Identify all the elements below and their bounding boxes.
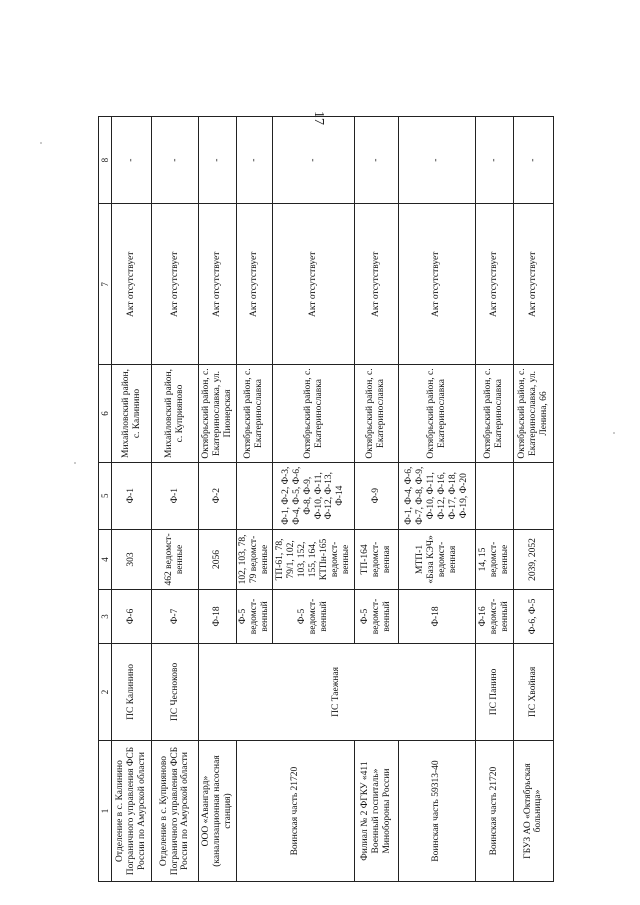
note-cell: - [513, 117, 553, 204]
consumer-cell: ГБУЗ АО «Октябрьская больница» [513, 741, 553, 882]
feeder-cell: Ф-18 [398, 590, 475, 644]
act-cell: Акт отсутствует [398, 204, 475, 365]
note-cell: - [354, 117, 398, 204]
feeder-cell: Ф-6 [112, 590, 152, 644]
header-cell-6: 6 [99, 365, 112, 462]
consumer-cell: Воинская часть 21720 [236, 741, 354, 882]
act-cell: Акт отсутствует [236, 204, 273, 365]
table-row [398, 117, 475, 882]
substation-cell: ПС Таежная [198, 643, 475, 740]
substation-cell: ПС Калинино [112, 643, 152, 740]
header-cell-2: 2 [99, 643, 112, 740]
line-cell: Ф-2 [198, 462, 236, 529]
consumer-cell: Воинская часть 59313-40 [398, 741, 475, 882]
table-row [112, 117, 152, 882]
address-cell: Октябрьский район, с. Екатеринославка, ул. Ленина, 66 [513, 365, 553, 462]
line-cell: Ф-1, Ф-2, Ф-3, Ф-4, Ф-5, Ф-6, Ф-8, Ф-9, Ф-10, Ф-11, Ф-12, Ф-13, Ф-14 [273, 462, 355, 529]
table-row [475, 117, 513, 882]
tp-cell: 14, 15 ведомст-венные [475, 529, 513, 589]
address-cell: Октябрьский район, с. Екатеринославка [273, 365, 355, 462]
tp-cell: ТП-164 ведомст-венная [354, 529, 398, 589]
address-cell: Октябрьский район, с. Екатеринославка [354, 365, 398, 462]
consumer-cell: Отделение в с. Калинино Пограничного управления ФСБ России по Амурской области [112, 741, 152, 882]
substation-cell: ПС Чесноково [152, 643, 198, 740]
table-row [236, 117, 273, 882]
header-cell-7: 7 [99, 204, 112, 365]
line-cell: Ф-1 [152, 462, 198, 529]
header-cell-1: 1 [99, 741, 112, 882]
tp-cell: 2056 [198, 529, 236, 589]
line-cell [236, 462, 273, 529]
header-cell-3: 3 [99, 590, 112, 644]
feeder-cell: Ф-5 ведомст-венный [354, 590, 398, 644]
objects-table [98, 116, 554, 882]
table-row [354, 117, 398, 882]
feeder-cell: Ф-16 ведомст-венный [475, 590, 513, 644]
tp-cell: ТП-61, 78, 79/1, 102, 103, 152, 155, 164, КТПн-165 ведомст-венные [273, 529, 355, 589]
scan-speck [40, 142, 42, 144]
tp-cell: МТП-1 «База КЭЧ» ведомст-венная [398, 529, 475, 589]
note-cell: - [475, 117, 513, 204]
act-cell: Акт отсутствует [112, 204, 152, 365]
feeder-cell: Ф-5 ведомст-венный [273, 590, 355, 644]
note-cell: - [398, 117, 475, 204]
act-cell: Акт отсутствует [354, 204, 398, 365]
table-row [198, 117, 236, 882]
address-cell: Октябрьский район, с. Екатеринославка [475, 365, 513, 462]
address-cell: Октябрьский район, с. Екатеринославка [236, 365, 273, 462]
tp-cell: 2039, 2052 [513, 529, 553, 589]
header-cell-4: 4 [99, 529, 112, 589]
note-cell: - [273, 117, 355, 204]
header-cell-5: 5 [99, 462, 112, 529]
feeder-cell: Ф-7 [152, 590, 198, 644]
act-cell: Акт отсутствует [475, 204, 513, 365]
table-row [152, 117, 198, 882]
scan-speck [613, 432, 615, 434]
feeder-cell: Ф-18 [198, 590, 236, 644]
line-cell: Ф-9 [354, 462, 398, 529]
tp-cell: 462 ведомст-венные [152, 529, 198, 589]
consumer-cell: ООО «Авангард» (канализационная насосная станция) [198, 741, 236, 882]
substation-cell: ПС Панино [475, 643, 513, 740]
table-row [513, 117, 553, 882]
feeder-cell: Ф-6, Ф-5 [513, 590, 553, 644]
substation-cell: ПС Хвойная [513, 643, 553, 740]
act-cell: Акт отсутствует [198, 204, 236, 365]
consumer-cell: Воинская часть 21720 [475, 741, 513, 882]
line-cell [475, 462, 513, 529]
note-cell: - [198, 117, 236, 204]
note-cell: - [236, 117, 273, 204]
act-cell: Акт отсутствует [273, 204, 355, 365]
address-cell: Октябрьский район, с. Екатеринославка, ул. Пионерская [198, 365, 236, 462]
header-row [99, 117, 112, 882]
rotated-table-frame [98, 116, 554, 882]
page-number: 17 [311, 111, 326, 125]
line-cell: Ф-1 [112, 462, 152, 529]
address-cell: Михайловский район, с. Калинино [112, 365, 152, 462]
act-cell: Акт отсутствует [513, 204, 553, 365]
act-cell: Акт отсутствует [152, 204, 198, 365]
note-cell: - [152, 117, 198, 204]
address-cell: Октябрьский район, с. Екатеринославка [398, 365, 475, 462]
tp-cell: 303 [112, 529, 152, 589]
tp-cell: 102, 103, 78, 79 ведомст-венные [236, 529, 273, 589]
consumer-cell: Филиал № 2 ФГКУ «411 Военный госпиталь» Минобороны России [354, 741, 398, 882]
feeder-cell: Ф-5 ведомст-венный [236, 590, 273, 644]
header-cell-8: 8 [99, 117, 112, 204]
address-cell: Михайловский район, с. Куприяново [152, 365, 198, 462]
line-cell: Ф-1, Ф-4, Ф-6, Ф-7, Ф-8, Ф-9, Ф-10, Ф-11, Ф-12, Ф-16, Ф-17, Ф-18, Ф-19, Ф-20 [398, 462, 475, 529]
line-cell [513, 462, 553, 529]
note-cell: - [112, 117, 152, 204]
scan-speck [74, 462, 76, 464]
consumer-cell: Отделение в с. Куприяново Пограничного управления ФСБ России по Амурской области [152, 741, 198, 882]
